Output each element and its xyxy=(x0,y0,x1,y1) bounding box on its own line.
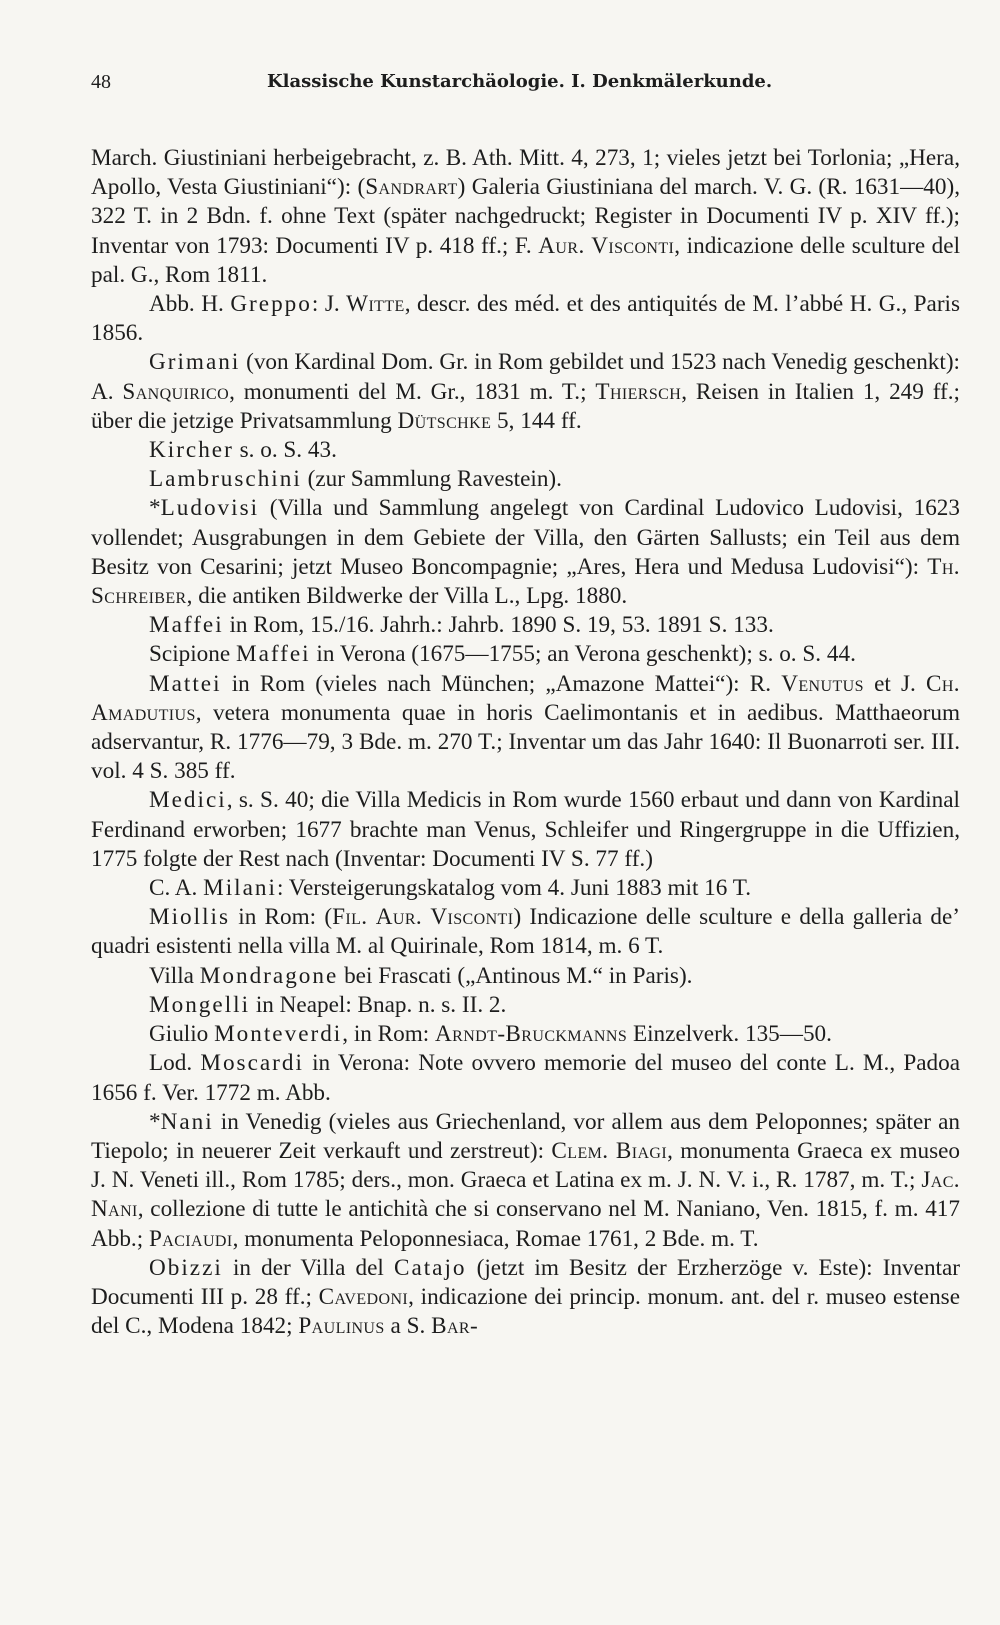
catalog-entry xyxy=(91,786,960,874)
small-caps-name: Witte xyxy=(346,291,405,318)
text-run: et J. xyxy=(863,670,926,697)
small-caps-name: Fil. xyxy=(332,904,368,931)
small-caps-name: Arndt-Bruckmanns xyxy=(435,1021,628,1048)
catalog-entry xyxy=(91,494,960,611)
small-caps-name: Visconti xyxy=(430,904,514,931)
spaced-name: Obizzi xyxy=(149,1254,223,1281)
catalog-entry xyxy=(91,874,960,903)
spaced-name: Moscardi xyxy=(200,1050,304,1077)
catalog-entry xyxy=(91,465,960,494)
text-run: in Verona: Note ovvero memorie del museo del conte L. M., Padoa 1656 f. Ver. 1772 m. Abb. xyxy=(91,1050,960,1106)
text-run: : J. xyxy=(311,291,347,318)
text-run: , indicazione delle sculture del pal. G., Rom 1811. xyxy=(91,232,961,288)
spaced-name: Miollis xyxy=(149,904,231,931)
text-run: (zur Sammlung Ravestein). xyxy=(301,466,562,493)
text-run: in Rom, 15./16. Jahrh.: Jahrb. 1890 S. 19, 53. 1891 S. 133. xyxy=(223,612,774,639)
page-number: 48 xyxy=(91,71,111,93)
catalog-entry xyxy=(91,903,960,961)
text-run: Abb. H. xyxy=(149,291,231,318)
text-run: , monumenta Graeca ex museo J. N. Veneti ill., Rom 1785; ders., mon. Graeca et Latina ex m. J. N. V. i., R. 1787, m. T.; xyxy=(91,1137,961,1194)
spaced-name: Maffei xyxy=(235,641,311,668)
small-caps-name: Sanquirico xyxy=(122,378,230,405)
catalog-entry xyxy=(91,1020,960,1049)
small-caps-name: Sandrart xyxy=(365,174,458,201)
spaced-name: Grimani xyxy=(149,349,241,376)
catalog-entry xyxy=(91,1254,960,1342)
small-caps-name: Dütschke xyxy=(397,407,492,434)
spaced-name: Mondragone xyxy=(199,962,339,989)
text-run: , Reisen in Italien 1, 249 ff.; über die jetzige Privatsammlung xyxy=(91,378,960,434)
small-caps-name: Visconti xyxy=(591,232,675,259)
text-run: ) Galeria Giustiniana del march. V. G. (R. 1631—40), 322 T. in 2 Bdn. f. ohne Text (später nachgedruckt; Register in Documenti IV p. XIV ff.); Inventar von 1793: Documenti IV p. 418 ff.; F. xyxy=(91,174,960,259)
catalog-entry xyxy=(91,290,960,348)
text-run: in Rom (vieles nach München; „Amazone Mattei“): R. xyxy=(221,670,782,697)
catalog-entry xyxy=(91,611,960,640)
spaced-name: Mattei xyxy=(149,670,222,697)
small-caps-name: Th. xyxy=(927,553,960,580)
text-run: in Venedig (vieles aus Griechenland, vor allem aus dem Peloponnes; später an Tiepolo; in neuerer Zeit verkauft und zerstreut): xyxy=(91,1108,960,1164)
spaced-name: Monteverdi xyxy=(214,1021,343,1048)
text-run: * xyxy=(149,495,161,522)
text-run: , s. S. 40; die Villa Medicis in Rom wurde 1560 erbaut und dann von Kardinal Ferdinand erworben; 1677 brachte man Venus, Schleifer und Ringergruppe in die Uffizien, 1775 folgte der Rest nach (Inventar: Documenti IV S. 77 ff.) xyxy=(91,787,960,872)
small-caps-name: Schreiber xyxy=(91,583,187,610)
text-run xyxy=(608,1138,615,1164)
text-run: Einzelverk. 135—50. xyxy=(627,1021,832,1048)
text-run: Giulio xyxy=(149,1021,215,1048)
page-header xyxy=(91,62,960,102)
spaced-name: Greppo xyxy=(230,291,312,318)
text-run: , in Rom: xyxy=(342,1021,436,1048)
spaced-name: Nani xyxy=(160,1108,214,1135)
body-text xyxy=(91,144,960,1341)
small-caps-name: Cavedoni xyxy=(318,1283,409,1310)
small-caps-name: Aur. xyxy=(375,904,423,931)
small-caps-name: Amadutius xyxy=(91,699,196,726)
text-run: , descr. des méd. et des antiquités de M. l’abbé H. G., Paris 1856. xyxy=(91,291,961,347)
text-run: ) Indicazione delle sculture e della galleria de’ quadri esistenti nella villa M. al Quirinale, Rom 1814, m. 6 T. xyxy=(91,904,961,960)
text-run: Lod. xyxy=(149,1050,201,1077)
catalog-entry xyxy=(91,436,960,465)
small-caps-name: Paciaudi xyxy=(148,1225,233,1252)
text-run: 5, 144 ff. xyxy=(491,407,582,434)
text-run xyxy=(367,904,375,930)
small-caps-name: Thiersch xyxy=(595,378,682,405)
catalog-entry xyxy=(91,670,960,787)
text-run: Villa xyxy=(149,962,200,989)
text-run: C. A. xyxy=(149,875,204,902)
text-run: March. Giustiniani herbeigebracht, z. B. Ath. Mitt. 4, 273, 1; vieles jetzt bei Torlonia; „Hera, Apollo, Vesta Giustiniani“): ( xyxy=(91,145,960,201)
text-run: , indicazione dei princip. monum. ant. del r. museo estense del C., Modena 1842; xyxy=(91,1283,960,1340)
text-run: s. o. S. 43. xyxy=(233,437,337,464)
running-head: Klassische Kunstarchäologie. I. Denkmälerkunde. xyxy=(267,71,773,92)
small-caps-name: Jac. xyxy=(921,1167,960,1194)
catalog-entry xyxy=(91,991,960,1020)
text-run: , vetera monumenta quae in horis Caelimontanis et in aedibus. Matthaeorum adservantur, R. 1776—79, 3 Bde. m. 270 T.; Inventar um das Jahr 1640: Il Buonarroti ser. III. vol. 4 S. 385 ff. xyxy=(91,699,960,785)
text-run: in der Villa del xyxy=(222,1254,394,1281)
small-caps-name: Biagi xyxy=(615,1137,668,1164)
small-caps-name: Bar- xyxy=(431,1313,479,1340)
spaced-name: Mongelli xyxy=(149,991,251,1018)
spaced-name: Medici xyxy=(149,787,227,814)
small-caps-name: Venutus xyxy=(781,670,864,697)
catalog-entry xyxy=(91,962,960,991)
small-caps-name: Nani xyxy=(91,1196,138,1223)
text-run: in Neapel: Bnap. n. s. II. 2. xyxy=(250,991,507,1018)
catalog-entry xyxy=(91,1049,960,1107)
text-run: (Villa und Sammlung angelegt von Cardinal Ludovico Ludovisi, 1623 vollendet; Ausgrabungen in dem Gebiete der Villa, den Gärten Sallusts; ein Teil aus dem Besitz von Cesarini; jetzt Museo Boncompagnie; „Ares, Hera und Medusa Ludovisi“): xyxy=(91,495,960,580)
catalog-entry xyxy=(91,640,960,669)
text-run: * xyxy=(149,1108,161,1135)
spaced-name: Kircher xyxy=(149,437,234,464)
text-run: : Versteigerungskatalog vom 4. Juni 1883 mit 16 T. xyxy=(276,875,751,902)
text-run: a S. xyxy=(384,1313,432,1340)
spaced-name: Ludovisi xyxy=(160,495,260,522)
text-run: Scipione xyxy=(149,641,236,668)
spaced-name: Lambruschini xyxy=(149,466,302,493)
small-caps-name: Aur. xyxy=(538,232,585,259)
spaced-name: Catajo xyxy=(393,1254,467,1281)
catalog-entry xyxy=(91,1108,960,1254)
continued-paragraph xyxy=(91,144,960,290)
text-run: , die antiken Bildwerke der Villa L., Lpg. 1880. xyxy=(186,583,628,610)
text-run: in Rom: ( xyxy=(230,904,333,931)
text-run: (von Kardinal Dom. Gr. in Rom gebildet und 1523 nach Venedig geschenkt): A. xyxy=(91,349,960,405)
spaced-name: Maffei xyxy=(149,612,224,639)
text-run: , monumenta Peloponnesiaca, Romae 1761, 2 Bde. m. T. xyxy=(232,1225,759,1252)
small-caps-name: Paulinus xyxy=(298,1313,385,1340)
text-run: , collezione di tutte le antichità che si conservano nel M. Naniano, Ven. 1815, f. m. 417 Abb.; xyxy=(91,1196,960,1252)
small-caps-name: Clem. xyxy=(551,1137,609,1164)
small-caps-name: Ch. xyxy=(925,670,961,697)
text-run: , monumenti del M. Gr., 1831 m. T.; xyxy=(229,378,596,405)
text-run: (jetzt im Besitz der Erzherzöge v. Este): Inventar Documenti III p. 28 ff.; xyxy=(91,1254,960,1310)
spaced-name: Milani xyxy=(203,875,277,902)
text-run: bei Frascati („Antinous M.“ in Paris). xyxy=(338,962,693,989)
text-run: in Verona (1675—1755; an Verona geschenkt); s. o. S. 44. xyxy=(310,641,856,668)
catalog-entry xyxy=(91,348,960,436)
